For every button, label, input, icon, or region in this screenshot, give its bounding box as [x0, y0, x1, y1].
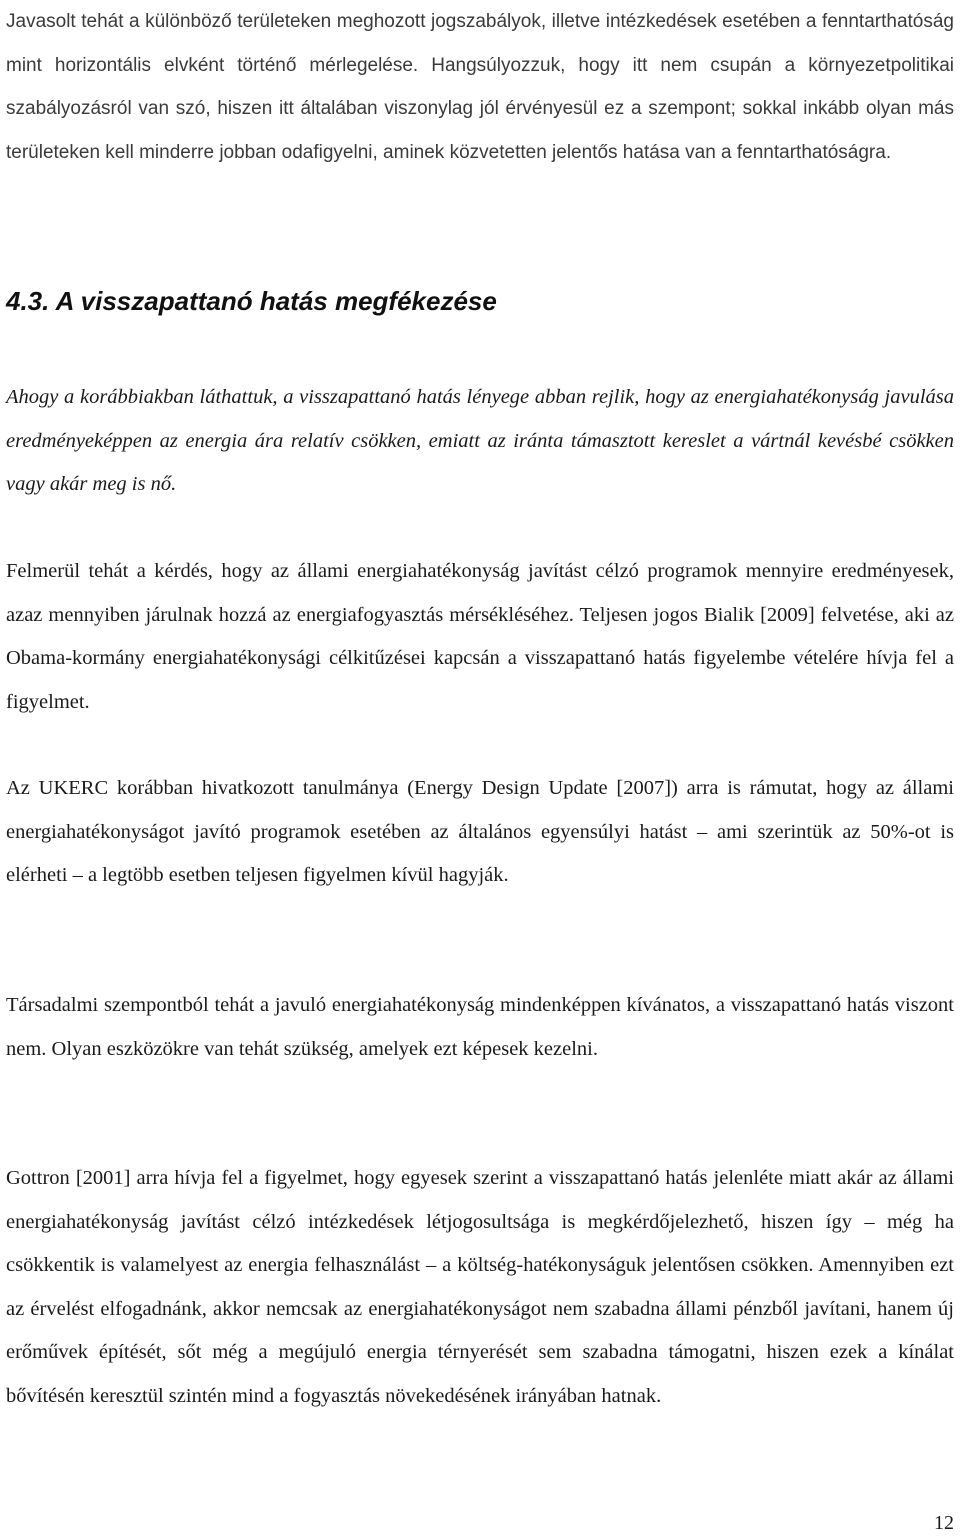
- paragraph-rebound-definition: Ahogy a korábbiakban láthattuk, a visszapattanó hatás lényege abban rejlik, hogy az energiahatékonyság javulása eredményeképpen az energia ára relatív csökken, emiatt az iránta támasztott kereslet a vártnál kevésbé csökken vagy akár meg is nő.: [6, 386, 954, 496]
- page-number: 12: [934, 1512, 954, 1534]
- paragraph-ukerc-study: Az UKERC korábban hivatkozott tanulmánya (Energy Design Update [2007]) arra is rámutat, hogy az állami energiahatékonyságot javító programok esetében az általános egyensúlyi hatást – ami szerintük az 50%-ot is elérheti – a legtöbb esetben teljesen figyelmen kívül hagyják.: [6, 777, 954, 887]
- document-page: [6, 0, 954, 1537]
- paragraph-state-programs: Felmerül tehát a kérdés, hogy az állami energiahatékonyság javítást célzó programok mennyire eredményesek, azaz mennyiben járulnak hozzá az energiafogyasztás mérsékléséhez. Teljesen jogos Bialik [2009] felvetése, aki az Obama-kormány energiahatékonysági célkitűzései kapcsán a visszapattanó hatás figyelembe vételére hívja fel a figyelmet.: [6, 560, 954, 713]
- section-heading: 4.3. A visszapattanó hatás megfékezése: [6, 286, 497, 316]
- paragraph-social-perspective: Társadalmi szempontból tehát a javuló energiahatékonyság mindenképpen kívánatos, a visszapattanó hatás viszont nem. Olyan eszközökre van tehát szükség, amelyek ezt képesek kezelni.: [6, 994, 954, 1060]
- paragraph-gottron: Gottron [2001] arra hívja fel a figyelmet, hogy egyesek szerint a visszapattanó hatás jelenléte miatt akár az állami energiahatékonyság javítást célzó intézkedések létjogosultsága is megkérdőjelezhető, hiszen így – még ha csökkentik is valamelyest az energia felhasználást – a költség-hatékonyságuk jelentősen csökken. Amennyiben ezt az érvelést elfogadnánk, akkor nemcsak az energiahatékonyságot nem szabadna állami pénzből javítani, hanem új erőművek építését, sőt még a megújuló energia térnyerését sem szabadna támogatni, hiszen ezek a kínálat bővítésén keresztül szintén mind a fogyasztás növekedésének irányában hatnak.: [6, 1167, 954, 1407]
- intro-paragraph: Javasolt tehát a különböző területeken meghozott jogszabályok, illetve intézkedések esetében a fenntarthatóság mint horizontális elvként történő mérlegelése. Hangsúlyozzuk, hogy itt nem csupán a környezetpolitikai szabályozásról van szó, hiszen itt általában viszonylag jól érvényesül ez a szempont; sokkal inkább olyan más területeken kell minderre jobban odafigyelni, aminek közvetetten jelentős hatása van a fenntarthatóságra.: [6, 11, 954, 163]
